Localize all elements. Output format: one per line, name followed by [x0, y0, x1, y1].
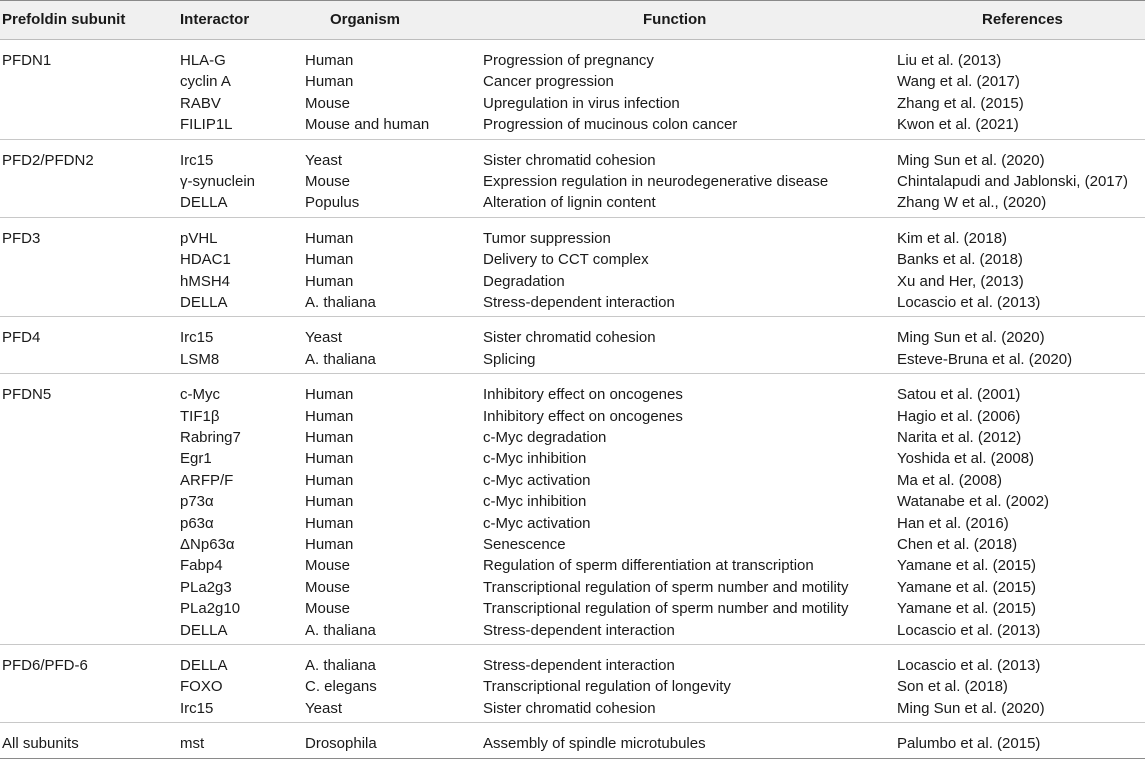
table-row-group: [0, 218, 1145, 318]
reference-cell: Xu and Her, (2013): [897, 272, 1024, 290]
table-row: [0, 51, 1145, 72]
function-cell: Upregulation in virus infection: [483, 94, 680, 112]
table-row: [0, 193, 1145, 214]
reference-cell: Narita et al. (2012): [897, 428, 1022, 446]
reference-cell: Yamane et al. (2015): [897, 600, 1036, 618]
organism-cell: C. elegans: [305, 678, 377, 696]
reference-cell: Kim et al. (2018): [897, 229, 1008, 247]
function-cell: Sister chromatid cohesion: [483, 699, 656, 717]
organism-cell: Human: [305, 251, 354, 269]
organism-cell: Human: [305, 514, 354, 532]
reference-cell: Liu et al. (2013): [897, 52, 1002, 69]
interactor-cell: Rabring7: [180, 428, 241, 446]
function-cell: Progression of mucinous colon cancer: [483, 116, 738, 134]
function-cell: Inhibitory effect on oncogenes: [483, 386, 683, 404]
function-cell: c-Myc activation: [483, 514, 591, 532]
function-cell: Stress-dependent interaction: [483, 657, 675, 674]
reference-cell: Yoshida et al. (2008): [897, 450, 1035, 468]
interactor-cell: LSM8: [180, 350, 220, 368]
interactor-cell: cyclin A: [180, 73, 231, 91]
organism-cell: Mouse: [305, 600, 351, 618]
reference-cell: Watanabe et al. (2002): [897, 493, 1050, 511]
prefoldin-subunit-cell: All subunits: [2, 735, 79, 753]
function-cell: c-Myc degradation: [483, 428, 607, 446]
reference-cell: Banks et al. (2018): [897, 251, 1023, 269]
function-cell: Alteration of lignin content: [483, 194, 656, 212]
table-row: [0, 514, 1145, 535]
reference-cell: Esteve-Bruna et al. (2020): [897, 350, 1073, 368]
interactor-cell: FOXO: [180, 678, 223, 696]
reference-cell: Chintalapudi and Jablonski, (2017): [897, 172, 1128, 190]
interactor-cell: pVHL: [180, 229, 218, 247]
table-row-group: [0, 723, 1145, 758]
table-row: [0, 350, 1145, 371]
table-row-group: [0, 645, 1145, 723]
organism-cell: Human: [305, 229, 354, 247]
organism-cell: Human: [305, 407, 354, 425]
organism-cell: A. thaliana: [305, 621, 376, 639]
table-row: [0, 407, 1145, 428]
function-cell: Delivery to CCT complex: [483, 251, 649, 269]
table-row-group: [0, 374, 1145, 645]
organism-cell: A. thaliana: [305, 657, 376, 674]
reference-cell: Kwon et al. (2021): [897, 116, 1019, 134]
header-interactor: Interactor: [180, 11, 250, 28]
organism-cell: Yeast: [305, 699, 342, 717]
reference-cell: Palumbo et al. (2015): [897, 735, 1041, 753]
table-row: [0, 621, 1145, 642]
prefoldin-subunit-cell: PFD6/PFD-6: [2, 657, 88, 674]
table-row: [0, 734, 1145, 755]
table-row: [0, 599, 1145, 620]
function-cell: Sister chromatid cohesion: [483, 329, 656, 347]
table-row: [0, 677, 1145, 698]
interactor-cell: Irc15: [180, 699, 214, 717]
organism-cell: Drosophila: [305, 735, 377, 753]
table-row: [0, 72, 1145, 93]
interactor-cell: Irc15: [180, 329, 214, 347]
organism-cell: Human: [305, 73, 354, 91]
function-cell: Inhibitory effect on oncogenes: [483, 407, 683, 425]
function-cell: Regulation of sperm differentiation at transcription: [483, 557, 814, 575]
interactor-cell: DELLA: [180, 621, 228, 639]
table-row: [0, 699, 1145, 720]
function-cell: c-Myc inhibition: [483, 450, 587, 468]
interactor-cell: ARFP/F: [180, 471, 234, 489]
function-cell: c-Myc inhibition: [483, 493, 587, 511]
interactor-cell: DELLA: [180, 194, 228, 212]
reference-cell: Locascio et al. (2013): [897, 657, 1041, 674]
function-cell: Stress-dependent interaction: [483, 293, 675, 311]
reference-cell: Chen et al. (2018): [897, 535, 1018, 553]
function-cell: Stress-dependent interaction: [483, 621, 675, 639]
reference-cell: Ming Sun et al. (2020): [897, 329, 1045, 347]
function-cell: Tumor suppression: [483, 229, 611, 247]
table-row: [0, 535, 1145, 556]
organism-cell: Yeast: [305, 329, 342, 347]
table-row: [0, 94, 1145, 115]
organism-cell: Mouse and human: [305, 116, 430, 134]
reference-cell: Yamane et al. (2015): [897, 557, 1036, 575]
function-cell: Progression of pregnancy: [483, 52, 654, 69]
function-cell: Transcriptional regulation of sperm number and motility: [483, 600, 849, 618]
table-row: [0, 471, 1145, 492]
function-cell: Transcriptional regulation of sperm number and motility: [483, 578, 849, 596]
prefoldin-subunit-cell: PFD3: [2, 229, 41, 247]
table-row: [0, 272, 1145, 293]
reference-cell: Zhang et al. (2015): [897, 94, 1024, 112]
interactor-cell: p73α: [180, 493, 214, 511]
table-row: [0, 385, 1145, 406]
interactor-cell: c-Myc: [180, 386, 220, 404]
organism-cell: Human: [305, 428, 354, 446]
prefoldin-subunit-cell: PFDN5: [2, 386, 52, 404]
reference-cell: Satou et al. (2001): [897, 386, 1021, 404]
table-row: [0, 578, 1145, 599]
prefoldin-subunit-cell: PFD4: [2, 329, 41, 347]
organism-cell: Mouse: [305, 94, 351, 112]
reference-cell: Ma et al. (2008): [897, 471, 1003, 489]
organism-cell: Human: [305, 471, 354, 489]
interactor-cell: Irc15: [180, 151, 214, 169]
table-row: [0, 151, 1145, 172]
function-cell: Degradation: [483, 272, 565, 290]
header-prefoldin-subunit: Prefoldin subunit: [2, 11, 126, 28]
prefoldin-subunit-cell: PFD2/PFDN2: [2, 151, 94, 169]
table-row: [0, 656, 1145, 677]
interactor-cell: hMSH4: [180, 272, 231, 290]
table-row: [0, 428, 1145, 449]
header-organism: Organism: [330, 11, 401, 28]
interactor-cell: HLA-G: [180, 52, 226, 69]
table-row: [0, 492, 1145, 513]
organism-cell: Mouse: [305, 557, 351, 575]
reference-cell: Hagio et al. (2006): [897, 407, 1021, 425]
organism-cell: Yeast: [305, 151, 342, 169]
table-row-group: [0, 140, 1145, 218]
organism-cell: Human: [305, 272, 354, 290]
interactor-cell: DELLA: [180, 293, 228, 311]
interactor-cell: DELLA: [180, 657, 228, 674]
organism-cell: A. thaliana: [305, 293, 376, 311]
table-row: [0, 250, 1145, 271]
table-row: [0, 293, 1145, 314]
interactor-cell: PLa2g10: [180, 600, 241, 618]
function-cell: Expression regulation in neurodegenerative disease: [483, 172, 829, 190]
table-row: [0, 328, 1145, 349]
prefoldin-subunit-cell: PFDN1: [2, 52, 52, 69]
interactor-cell: p63α: [180, 514, 214, 532]
table-row: [0, 115, 1145, 136]
reference-cell: Ming Sun et al. (2020): [897, 151, 1045, 169]
organism-cell: Human: [305, 535, 354, 553]
table-row: [0, 172, 1145, 193]
table-row-group: [0, 40, 1145, 140]
function-cell: Transcriptional regulation of longevity: [483, 678, 731, 696]
function-cell: Assembly of spindle microtubules: [483, 735, 706, 753]
table-row-group: [0, 317, 1145, 374]
function-cell: Splicing: [483, 350, 536, 368]
reference-cell: Yamane et al. (2015): [897, 578, 1036, 596]
function-cell: Cancer progression: [483, 73, 614, 91]
table-row: [0, 229, 1145, 250]
interactor-cell: Fabp4: [180, 557, 223, 575]
reference-cell: Wang et al. (2017): [897, 73, 1020, 91]
interactor-cell: mst: [180, 735, 205, 753]
reference-cell: Son et al. (2018): [897, 678, 1008, 696]
organism-cell: Human: [305, 493, 354, 511]
organism-cell: Human: [305, 386, 354, 404]
function-cell: c-Myc activation: [483, 471, 591, 489]
interactor-cell: TIF1β: [180, 407, 220, 425]
reference-cell: Han et al. (2016): [897, 514, 1009, 532]
reference-cell: Locascio et al. (2013): [897, 293, 1041, 311]
header-function: Function: [643, 11, 707, 28]
organism-cell: A. thaliana: [305, 350, 376, 368]
header-references: References: [982, 11, 1063, 28]
function-cell: Sister chromatid cohesion: [483, 151, 656, 169]
organism-cell: Human: [305, 52, 354, 69]
organism-cell: Human: [305, 450, 354, 468]
interactor-cell: γ-synuclein: [180, 172, 256, 190]
organism-cell: Populus: [305, 194, 360, 212]
table-row: [0, 556, 1145, 577]
interactor-cell: Egr1: [180, 450, 212, 468]
table-row: [0, 449, 1145, 470]
organism-cell: Mouse: [305, 578, 351, 596]
organism-cell: Mouse: [305, 172, 351, 190]
interactor-cell: PLa2g3: [180, 578, 232, 596]
table-header-row: [0, 0, 1145, 40]
interactor-cell: RABV: [180, 94, 221, 112]
function-cell: Senescence: [483, 535, 566, 553]
interactor-cell: HDAC1: [180, 251, 231, 269]
reference-cell: Zhang W et al., (2020): [897, 194, 1047, 212]
reference-cell: Locascio et al. (2013): [897, 621, 1041, 639]
reference-cell: Ming Sun et al. (2020): [897, 699, 1045, 717]
interactor-cell: FILIP1L: [180, 116, 233, 134]
interactor-cell: ΔNp63α: [180, 535, 235, 553]
